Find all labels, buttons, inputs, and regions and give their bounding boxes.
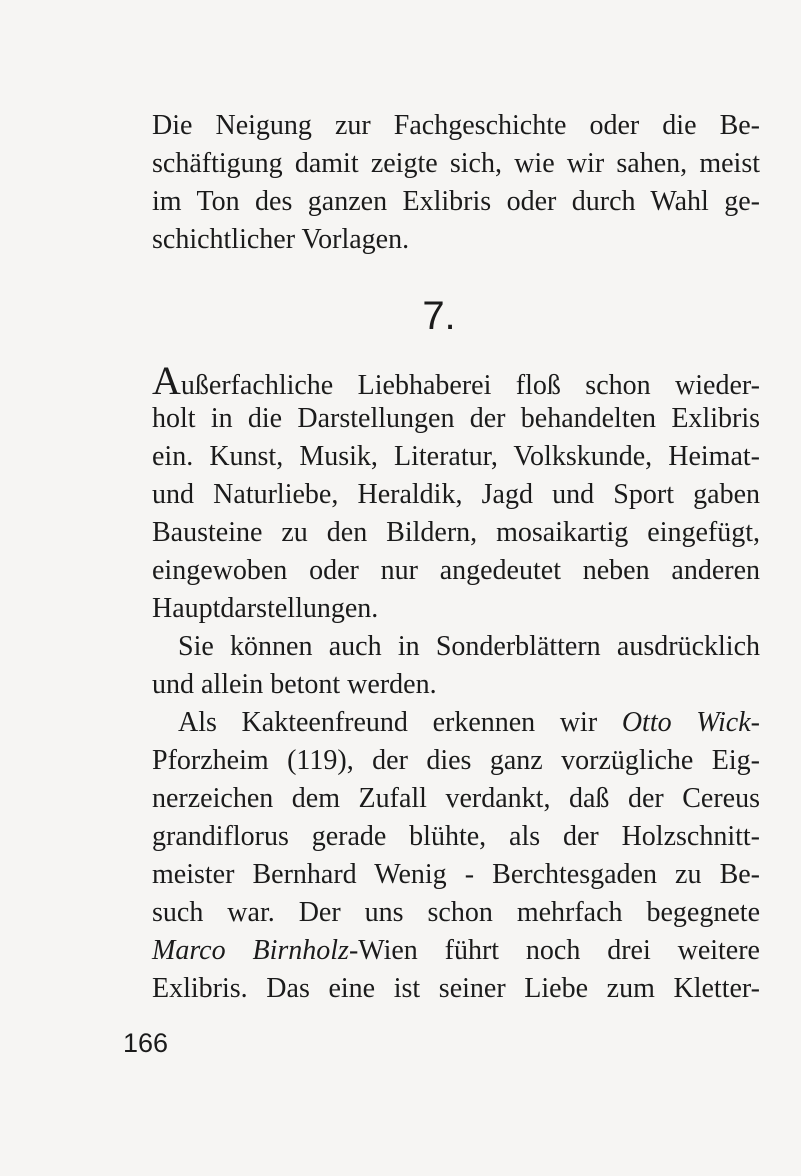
paragraph-2-line-1	[152, 358, 760, 405]
paragraph-1-line-2: schäftigung damit zeigte sich, wie wir sahen, meist	[152, 148, 760, 179]
paragraph-4-line-2: Pforzheim (119), der dies ganz vorzügliche Eig-	[152, 745, 760, 776]
author-name-otto-wick: Otto Wick-	[621, 707, 760, 738]
paragraph-2-line-5: Bausteine zu den Bildern, mosaikartig eingefügt,	[152, 517, 760, 548]
paragraph-4-line-7	[152, 932, 760, 970]
paragraph-2-line-6: eingewoben oder nur angedeutet neben anderen	[152, 555, 760, 586]
paragraph-4-line-1	[178, 704, 760, 742]
paragraph-2-line-2: holt in die Darstellungen der behandelten Exlibris	[152, 403, 760, 434]
paragraph-2-line-7: Hauptdarstellungen.	[152, 593, 379, 624]
paragraph-4-line-3: nerzeichen dem Zufall verdankt, daß der Cereus	[152, 783, 760, 814]
paragraph-4-line-8: Exlibris. Das eine ist seiner Liebe zum Kletter-	[152, 973, 760, 1004]
paragraph-3-line-1: Sie können auch in Sonderblättern ausdrücklich	[178, 631, 760, 662]
paragraph-4-line-6: such war. Der uns schon mehrfach begegnete	[152, 897, 760, 928]
paragraph-4-line-4: grandiflorus gerade blühte, als der Holzschnitt-	[152, 821, 760, 852]
paragraph-1-line-3: im Ton des ganzen Exlibris oder durch Wahl ge-	[152, 186, 760, 217]
section-number: 7.	[422, 294, 456, 338]
paragraph-3-line-2: und allein betont werden.	[152, 669, 437, 700]
paragraph-4-line-7-text: -Wien führt noch drei weitere	[348, 935, 760, 966]
paragraph-2-line-1-text: ußerfachliche Liebhaberei floß schon wieder-	[180, 370, 760, 401]
paragraph-1-line-4: schichtlicher Vorlagen.	[152, 224, 410, 255]
author-name-marco-birnholz: Marco Birnholz	[152, 935, 349, 966]
paragraph-2-line-4: und Naturliebe, Heraldik, Jagd und Sport gaben	[152, 479, 760, 510]
paragraph-4-line-1-text: Als Kakteenfreund erkennen wir	[178, 707, 622, 738]
page-number: 166	[123, 1028, 169, 1058]
drop-cap: A	[152, 358, 181, 403]
paragraph-2-line-3: ein. Kunst, Musik, Literatur, Volkskunde, Heimat-	[152, 441, 760, 472]
paragraph-4-line-5: meister Bernhard Wenig - Berchtesgaden zu Be-	[152, 859, 760, 890]
paragraph-1-line-1: Die Neigung zur Fachgeschichte oder die Be-	[152, 110, 760, 141]
